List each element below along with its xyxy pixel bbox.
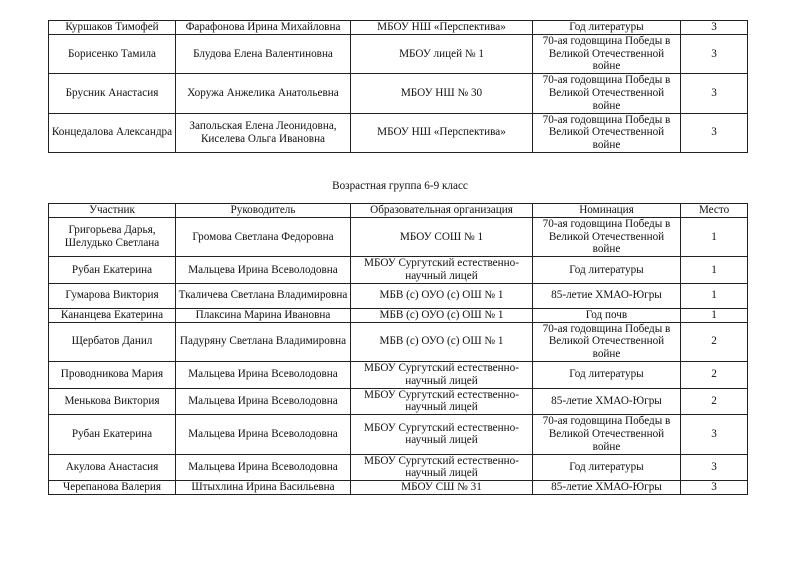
organization-cell: МБОУ СОШ № 1 [351, 217, 533, 256]
nomination-cell: 70-ая годовщина Победы в Великой Отечественной войне [533, 322, 681, 361]
header-supervisor: Руководитель [176, 204, 351, 218]
place-cell: 3 [681, 481, 748, 495]
organization-cell: МБОУ НШ № 30 [351, 74, 533, 113]
nomination-cell: 70-ая годовщина Победы в Великой Отечественной войне [533, 113, 681, 152]
table-row [49, 361, 748, 388]
nomination-cell: Год литературы [533, 257, 681, 284]
place-cell: 1 [681, 257, 748, 284]
participant-cell: Рубан Екатерина [49, 257, 176, 284]
place-cell: 3 [681, 34, 748, 73]
nomination-cell: Год литературы [533, 454, 681, 481]
results-table-continued [48, 20, 748, 153]
header-place: Место [681, 204, 748, 218]
organization-cell: МБОУ СШ № 31 [351, 481, 533, 495]
supervisor-cell: Мальцева Ирина Всеволодовна [176, 415, 351, 454]
participant-cell: Гумарова Виктория [49, 283, 176, 308]
nomination-cell: 70-ая годовщина Победы в Великой Отечественной войне [533, 74, 681, 113]
participant-cell: Григорьева Дарья, Шелудько Светлана [49, 217, 176, 256]
nomination-cell: 70-ая годовщина Победы в Великой Отечественной войне [533, 34, 681, 73]
nomination-cell: 70-ая годовщина Победы в Великой Отечественной войне [533, 415, 681, 454]
participant-cell: Брусник Анастасия [49, 74, 176, 113]
table-row [49, 454, 748, 481]
organization-cell: МБОУ НШ «Перспектива» [351, 21, 533, 35]
table-row [49, 481, 748, 495]
supervisor-cell: Хоружа Анжелика Анатольевна [176, 74, 351, 113]
table-row [49, 415, 748, 454]
place-cell: 3 [681, 74, 748, 113]
participant-cell: Борисенко Тамила [49, 34, 176, 73]
participant-cell: Менькова Виктория [49, 388, 176, 415]
place-cell: 3 [681, 21, 748, 35]
participant-cell: Щербатов Данил [49, 322, 176, 361]
supervisor-cell: Мальцева Ирина Всеволодовна [176, 454, 351, 481]
organization-cell: МБОУ Сургутский естественно-научный лицей [351, 361, 533, 388]
table-row [49, 21, 748, 35]
organization-cell: МБОУ лицей № 1 [351, 34, 533, 73]
header-participant: Участник [49, 204, 176, 218]
section-caption: Возрастная группа 6-9 класс [332, 180, 468, 192]
nomination-cell: 85-летие ХМАО-Югры [533, 481, 681, 495]
place-cell: 2 [681, 361, 748, 388]
nomination-cell: 85-летие ХМАО-Югры [533, 388, 681, 415]
organization-cell: МБОУ Сургутский естественно-научный лицей [351, 454, 533, 481]
place-cell: 1 [681, 217, 748, 256]
table-header-row [49, 204, 748, 218]
supervisor-cell: Мальцева Ирина Всеволодовна [176, 388, 351, 415]
supervisor-cell: Запольская Елена Леонидовна, Киселева Ольга Ивановна [176, 113, 351, 152]
participant-cell: Рубан Екатерина [49, 415, 176, 454]
place-cell: 3 [681, 113, 748, 152]
place-cell: 1 [681, 308, 748, 322]
supervisor-cell: Плаксина Марина Ивановна [176, 308, 351, 322]
participant-cell: Кананцева Екатерина [49, 308, 176, 322]
participant-cell: Черепанова Валерия [49, 481, 176, 495]
table-row [49, 217, 748, 256]
organization-cell: МБОУ Сургутский естественно-научный лицей [351, 415, 533, 454]
place-cell: 3 [681, 415, 748, 454]
table-row [49, 283, 748, 308]
place-cell: 2 [681, 322, 748, 361]
organization-cell: МБВ (с) ОУО (с) ОШ № 1 [351, 322, 533, 361]
table-row [49, 257, 748, 284]
organization-cell: МБВ (с) ОУО (с) ОШ № 1 [351, 308, 533, 322]
participant-cell: Концедалова Александра [49, 113, 176, 152]
organization-cell: МБОУ НШ «Перспектива» [351, 113, 533, 152]
supervisor-cell: Громова Светлана Федоровна [176, 217, 351, 256]
supervisor-cell: Падуряну Светлана Владимировна [176, 322, 351, 361]
participant-cell: Проводникова Мария [49, 361, 176, 388]
organization-cell: МБВ (с) ОУО (с) ОШ № 1 [351, 283, 533, 308]
participant-cell: Куршаков Тимофей [49, 21, 176, 35]
nomination-cell: Год литературы [533, 361, 681, 388]
nomination-cell: 70-ая годовщина Победы в Великой Отечественной войне [533, 217, 681, 256]
table-row [49, 113, 748, 152]
place-cell: 2 [681, 388, 748, 415]
supervisor-cell: Блудова Елена Валентиновна [176, 34, 351, 73]
table-row [49, 74, 748, 113]
table-row [49, 308, 748, 322]
nomination-cell: Год литературы [533, 21, 681, 35]
nomination-cell: Год почв [533, 308, 681, 322]
table-row [49, 322, 748, 361]
supervisor-cell: Штыхлина Ирина Васильевна [176, 481, 351, 495]
supervisor-cell: Мальцева Ирина Всеволодовна [176, 361, 351, 388]
header-organization: Образовательная организация [351, 204, 533, 218]
table-row [49, 34, 748, 73]
table-row [49, 388, 748, 415]
participant-cell: Акулова Анастасия [49, 454, 176, 481]
organization-cell: МБОУ Сургутский естественно-научный лицей [351, 257, 533, 284]
header-nomination: Номинация [533, 204, 681, 218]
place-cell: 1 [681, 283, 748, 308]
results-table-6-9 [48, 203, 748, 495]
supervisor-cell: Мальцева Ирина Всеволодовна [176, 257, 351, 284]
nomination-cell: 85-летие ХМАО-Югры [533, 283, 681, 308]
place-cell: 3 [681, 454, 748, 481]
organization-cell: МБОУ Сургутский естественно-научный лицей [351, 388, 533, 415]
supervisor-cell: Ткаличева Светлана Владимировна [176, 283, 351, 308]
supervisor-cell: Фарафонова Ирина Михайловна [176, 21, 351, 35]
